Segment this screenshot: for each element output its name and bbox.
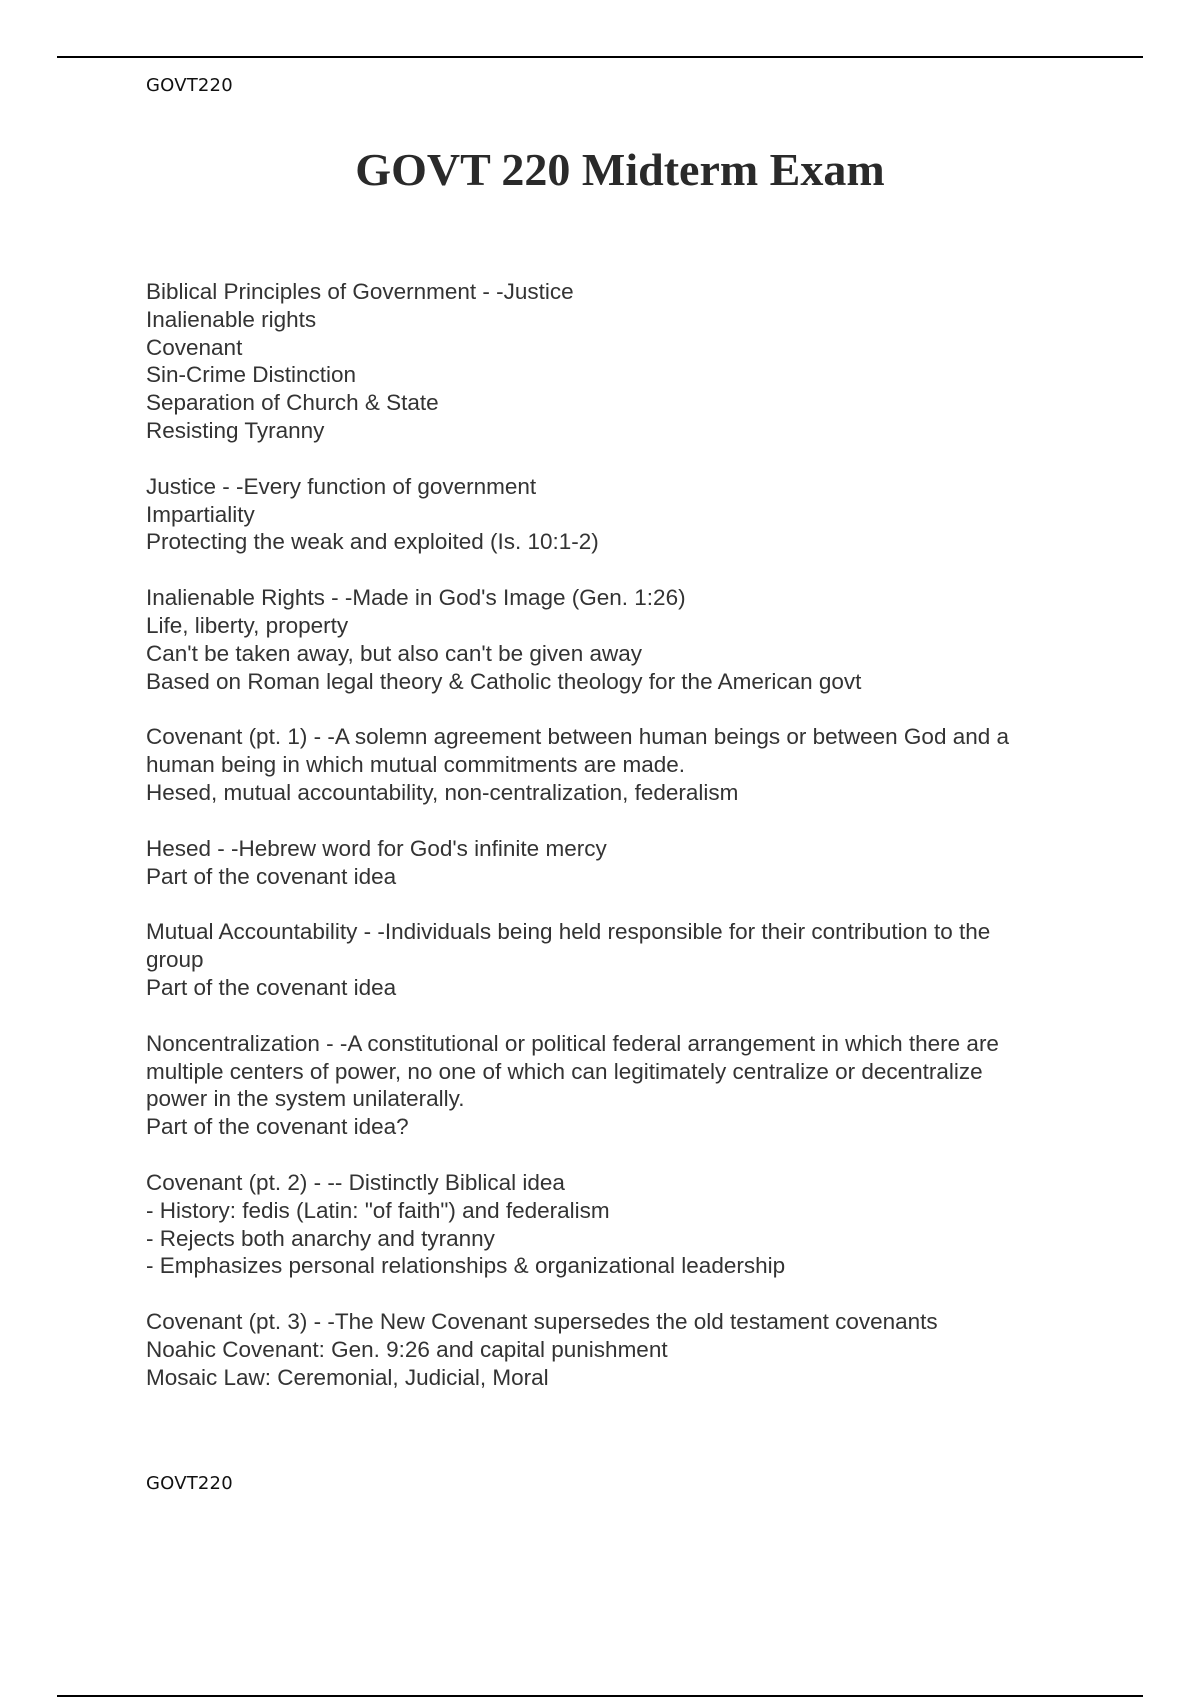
entry-line: Hesed - -Hebrew word for God's infinite mercy — [146, 835, 607, 861]
entry-line: Noncentralization - -A constitutional or political federal arrangement in which there are — [146, 1030, 999, 1056]
entry-line: human being in which mutual commitments are made. — [146, 752, 686, 778]
entry-inalienable-rights — [146, 584, 1086, 695]
entry-biblical-principles — [146, 278, 1086, 445]
entry-line: - Rejects both anarchy and tyranny — [146, 1225, 495, 1251]
document-title: GOVT 220 Midterm Exam — [355, 144, 885, 195]
entry-covenant-pt2 — [146, 1169, 1086, 1280]
entry-line: Part of the covenant idea? — [146, 1114, 409, 1140]
entry-line: Inalienable rights — [146, 306, 317, 332]
page-footer-label: GOVT220 — [146, 1473, 233, 1494]
entry-line: Impartiality — [146, 501, 255, 527]
entry-line: Mutual Accountability - -Individuals being held responsible for their contribution to the — [146, 919, 991, 945]
entry-line: Covenant — [146, 334, 243, 360]
entry-line: Justice - -Every function of government — [146, 473, 537, 499]
entry-line: Protecting the weak and exploited (Is. 10:1-2) — [146, 529, 599, 555]
entry-line: - Emphasizes personal relationships & organizational leadership — [146, 1253, 786, 1279]
entry-line: Sin-Crime Distinction — [146, 362, 357, 388]
footer-rule — [57, 1695, 1143, 1697]
entry-line: Inalienable Rights - -Made in God's Image (Gen. 1:26) — [146, 585, 686, 611]
entry-justice — [146, 473, 1086, 556]
entry-noncentralization — [146, 1030, 1086, 1141]
page-header-label: GOVT220 — [146, 75, 233, 96]
document-body — [146, 278, 1086, 1420]
entry-line: Biblical Principles of Government - -Justice — [146, 279, 574, 304]
entry-line: Noahic Covenant: Gen. 9:26 and capital punishment — [146, 1336, 668, 1362]
entry-line: - History: fedis (Latin: "of faith") and federalism — [146, 1197, 610, 1223]
entry-covenant-pt1 — [146, 723, 1086, 806]
entry-line: Covenant (pt. 2) - -- Distinctly Biblical idea — [146, 1169, 565, 1195]
entry-line: group — [146, 947, 204, 973]
entry-line: Resisting Tyranny — [146, 417, 325, 443]
header-rule — [57, 56, 1143, 58]
entry-line: Can't be taken away, but also can't be given away — [146, 640, 642, 666]
entry-line: Hesed, mutual accountability, non-centralization, federalism — [146, 779, 739, 805]
entry-line: Covenant (pt. 1) - -A solemn agreement between human beings or between God and a — [146, 724, 1010, 750]
entry-mutual-accountability — [146, 918, 1086, 1001]
entry-line: Mosaic Law: Ceremonial, Judicial, Moral — [146, 1364, 549, 1390]
entry-line: Part of the covenant idea — [146, 974, 397, 1000]
entry-line: multiple centers of power, no one of which can legitimately centralize or decentralize — [146, 1058, 983, 1084]
entry-line: Based on Roman legal theory & Catholic theology for the American govt — [146, 668, 862, 694]
entry-line: power in the system unilaterally. — [146, 1086, 465, 1112]
entry-line: Separation of Church & State — [146, 390, 439, 416]
entry-covenant-pt3 — [146, 1308, 1086, 1391]
entry-line: Covenant (pt. 3) - -The New Covenant supersedes the old testament covenants — [146, 1309, 938, 1335]
entry-line: Life, liberty, property — [146, 612, 349, 638]
entry-line: Part of the covenant idea — [146, 863, 397, 889]
entry-hesed — [146, 835, 1086, 891]
